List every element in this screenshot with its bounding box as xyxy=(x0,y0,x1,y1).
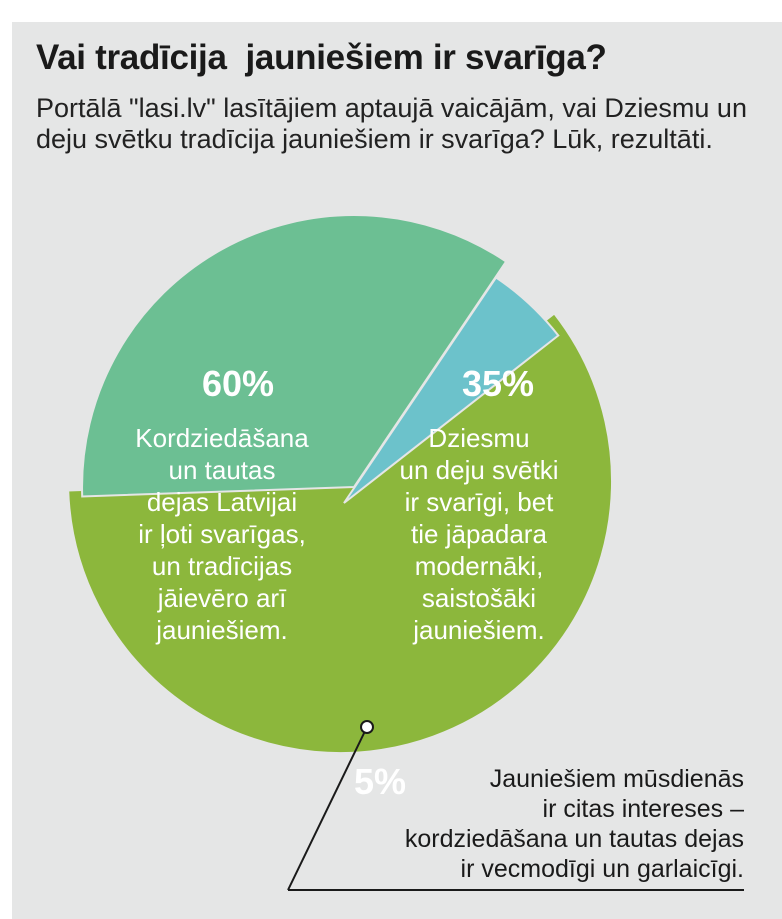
description-line: Dziesmu xyxy=(428,423,530,453)
description-line: ir ļoti svarīgas, xyxy=(138,519,306,549)
description-line: kordziedāšana un tautas dejas xyxy=(404,825,744,853)
description-line: Kordziedāšana xyxy=(135,423,309,453)
description-line: Jauniešiem mūsdienās xyxy=(489,765,744,793)
description-line: saistošāki xyxy=(421,583,537,613)
chart-title: Vai tradīcija jauniešiem ir svarīga? xyxy=(36,38,607,77)
leader-dot xyxy=(361,721,373,733)
description-line: jauniešiem. xyxy=(156,615,288,645)
description-line: jauniešiem. xyxy=(413,615,545,645)
description-line: jāievēro arī xyxy=(157,583,287,613)
slice-value-label-5: 5% xyxy=(353,761,407,802)
description-line: modernāki, xyxy=(414,551,544,581)
description-line: tie jāpadara xyxy=(411,519,547,549)
chart-subtitle: Portālā "lasi.lv" lasītājiem aptaujā vaicājām, vai Dziesmu un deju svētku tradīcija jauniešiem ir svarīga? Lūk, rezultāti. xyxy=(36,93,747,154)
description-line: ir vecmodīgi un garlaicīgi. xyxy=(460,855,744,883)
slice-value-label-35: 35% xyxy=(461,363,535,404)
description-line: ir citas intereses – xyxy=(542,795,744,823)
description-line: un tautas xyxy=(168,455,276,485)
description-line: un tradīcijas xyxy=(151,551,293,581)
slice-description-5 xyxy=(405,765,744,883)
description-line: un deju svētki xyxy=(399,455,559,485)
slice-value-label-60: 60% xyxy=(201,363,275,404)
description-line: dejas Latvijai xyxy=(146,487,298,517)
slice-description-35 xyxy=(400,423,559,645)
description-line: ir svarīgi, bet xyxy=(404,487,554,517)
